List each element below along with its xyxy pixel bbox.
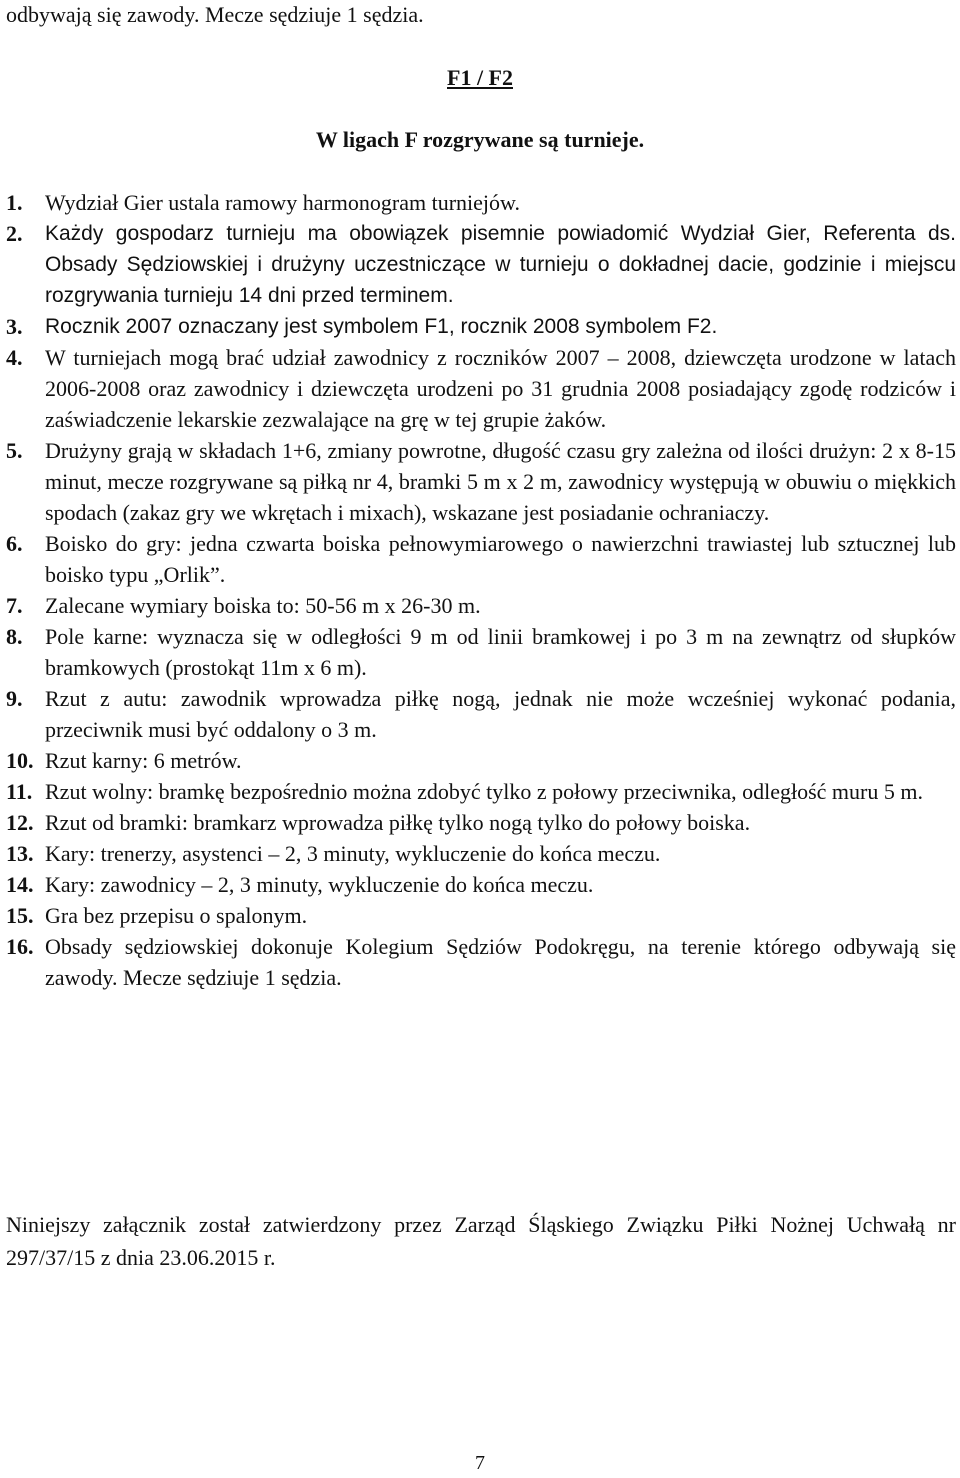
section-heading: F1 / F2 <box>447 65 513 90</box>
item-text: Rzut z autu: zawodnik wprowadza piłkę nogą, jednak nie może wcześniej wykonać podania, przeciwnik musi być oddalony o 3 m. <box>45 686 956 742</box>
list-item <box>6 528 956 590</box>
list-item <box>6 590 956 621</box>
item-number: 10. <box>6 748 34 773</box>
item-number: 8. <box>6 624 23 649</box>
item-number: 11. <box>6 779 33 804</box>
list-item <box>6 621 956 683</box>
item-text: Obsady sędziowskiej dokonuje Kolegium Sędziów Podokręgu, na terenie którego odbywają się zawody. Mecze sędziuje 1 sędzia. <box>45 934 956 990</box>
list-item <box>6 838 956 869</box>
item-text: Rzut karny: 6 metrów. <box>45 748 242 773</box>
item-number: 6. <box>6 531 23 556</box>
item-text: Każdy gospodarz turnieju ma obowiązek pisemnie powiadomić Wydział Gier, Referenta ds. Obsady Sędziowskiej i drużyny uczestniczące w turnieju o dokładnej dacie, godzinie i miejscu rozgrywania turnieju 14 dni przed terminem. <box>45 222 956 307</box>
item-text: Drużyny grają w składach 1+6, zmiany powrotne, długość czasu gry zależna od ilości drużyn: 2 x 8-15 minut, mecze rozgrywane są piłką nr 4, bramki 5 m x 2 m, zawodnicy występują w obuwiu o miękkich spodach (zakaz gry we wkrętach i mixach), wskazane jest posiadanie ochraniaczy. <box>45 438 956 525</box>
item-number: 5. <box>6 438 23 463</box>
item-number: 9. <box>6 686 23 711</box>
item-number: 15. <box>6 903 34 928</box>
list-item <box>6 435 956 528</box>
page-number: 7 <box>475 1452 485 1474</box>
item-number: 3. <box>6 314 23 339</box>
item-text: Zalecane wymiary boiska to: 50-56 m x 26-30 m. <box>45 593 481 618</box>
item-text: Pole karne: wyznacza się w odległości 9 m od linii bramkowej i po 3 m na zewnątrz od słupków bramkowych (prostokąt 11m x 6 m). <box>45 624 956 680</box>
continuation-line: odbywają się zawody. Mecze sędziuje 1 sędzia. <box>6 2 424 27</box>
list-item <box>6 218 956 311</box>
item-text: Kary: zawodnicy – 2, 3 minuty, wykluczenie do końca meczu. <box>45 872 594 897</box>
list-item <box>6 776 956 807</box>
item-text: Rocznik 2007 oznaczany jest symbolem F1, rocznik 2008 symbolem F2. <box>45 315 718 338</box>
list-item <box>6 869 956 900</box>
item-number: 1. <box>6 190 23 215</box>
item-text: Rzut wolny: bramkę bezpośrednio można zdobyć tylko z połowy przeciwnika, odległość muru 5 m. <box>45 779 923 804</box>
item-text: Wydział Gier ustala ramowy harmonogram turniejów. <box>45 190 520 215</box>
item-number: 14. <box>6 872 34 897</box>
item-text: Gra bez przepisu o spalonym. <box>45 903 308 928</box>
list-item <box>6 745 956 776</box>
item-text: Kary: trenerzy, asystenci – 2, 3 minuty, wykluczenie do końca meczu. <box>45 841 661 866</box>
section-subheading: W ligach F rozgrywane są turnieje. <box>315 127 645 152</box>
item-number: 13. <box>6 841 34 866</box>
list-item <box>6 342 956 435</box>
item-number: 12. <box>6 810 34 835</box>
item-text: Rzut od bramki: bramkarz wprowadza piłkę tylko nogą tylko do połowy boiska. <box>45 810 751 835</box>
list-item <box>6 187 956 218</box>
list-item <box>6 931 956 993</box>
approval-note: Niniejszy załącznik został zatwierdzony przez Zarząd Śląskiego Związku Piłki Nożnej Uchwałą nr 297/37/15 z dnia 23.06.2015 r. <box>6 1212 956 1270</box>
list-item <box>6 311 956 342</box>
list-item <box>6 683 956 745</box>
list-item <box>6 900 956 931</box>
item-number: 2. <box>6 221 23 246</box>
item-number: 16. <box>6 934 34 959</box>
item-number: 7. <box>6 593 23 618</box>
item-text: W turniejach mogą brać udział zawodnicy z roczników 2007 – 2008, dziewczęta urodzone w latach 2006-2008 oraz zawodnicy i dziewczęta urodzeni po 31 grudnia 2008 posiadający zgodę rodziców i zaświadczenie lekarskie zezwalające na grę w tej grupie żaków. <box>45 345 956 432</box>
item-text: Boisko do gry: jedna czwarta boiska pełnowymiarowego o nawierzchni trawiastej lub sztucznej lub boisko typu „Orlik”. <box>45 531 956 587</box>
rules-list <box>6 187 956 993</box>
list-item <box>6 807 956 838</box>
item-number: 4. <box>6 345 23 370</box>
